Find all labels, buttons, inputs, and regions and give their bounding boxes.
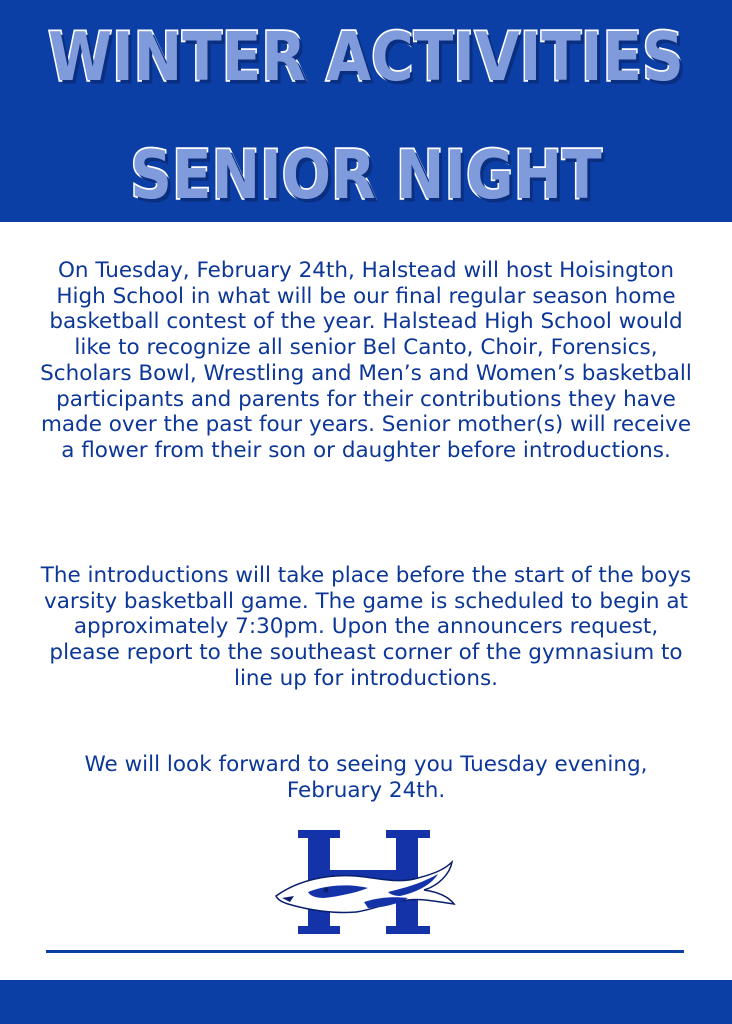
body-paragraph-intro: On Tuesday, February 24th, Halstead will host Hoisington High School in what will be our final regular season home basketball contest of the year. Halstead High School would like to recognize all senior Bel Canto, Choir, Forensics, Scholars Bowl, Wrestling and Men’s and Women’s basketball participants and parents for their contributions they have made over the past four years. Senior mother(s) will receive a flower from their son or daughter before introductions. [40,258,692,463]
body-paragraph-introductions: The introductions will take place before the start of the boys varsity basketball game. The game is scheduled to begin at approximately 7:30pm. Upon the announcers request, please report to the southeast corner of the gymnasium to line up for introductions. [40,563,692,691]
footer-band [0,980,732,1024]
title-senior-night: SENIOR NIGHT [130,135,602,215]
header-banner [0,0,732,222]
dragon-h-logo-icon [268,826,458,938]
title-winter-activities: WINTER ACTIVITIES [48,17,684,97]
divider-line [46,950,684,953]
body-paragraph-closing: We will look forward to seeing you Tuesday evening, February 24th. [84,752,648,803]
